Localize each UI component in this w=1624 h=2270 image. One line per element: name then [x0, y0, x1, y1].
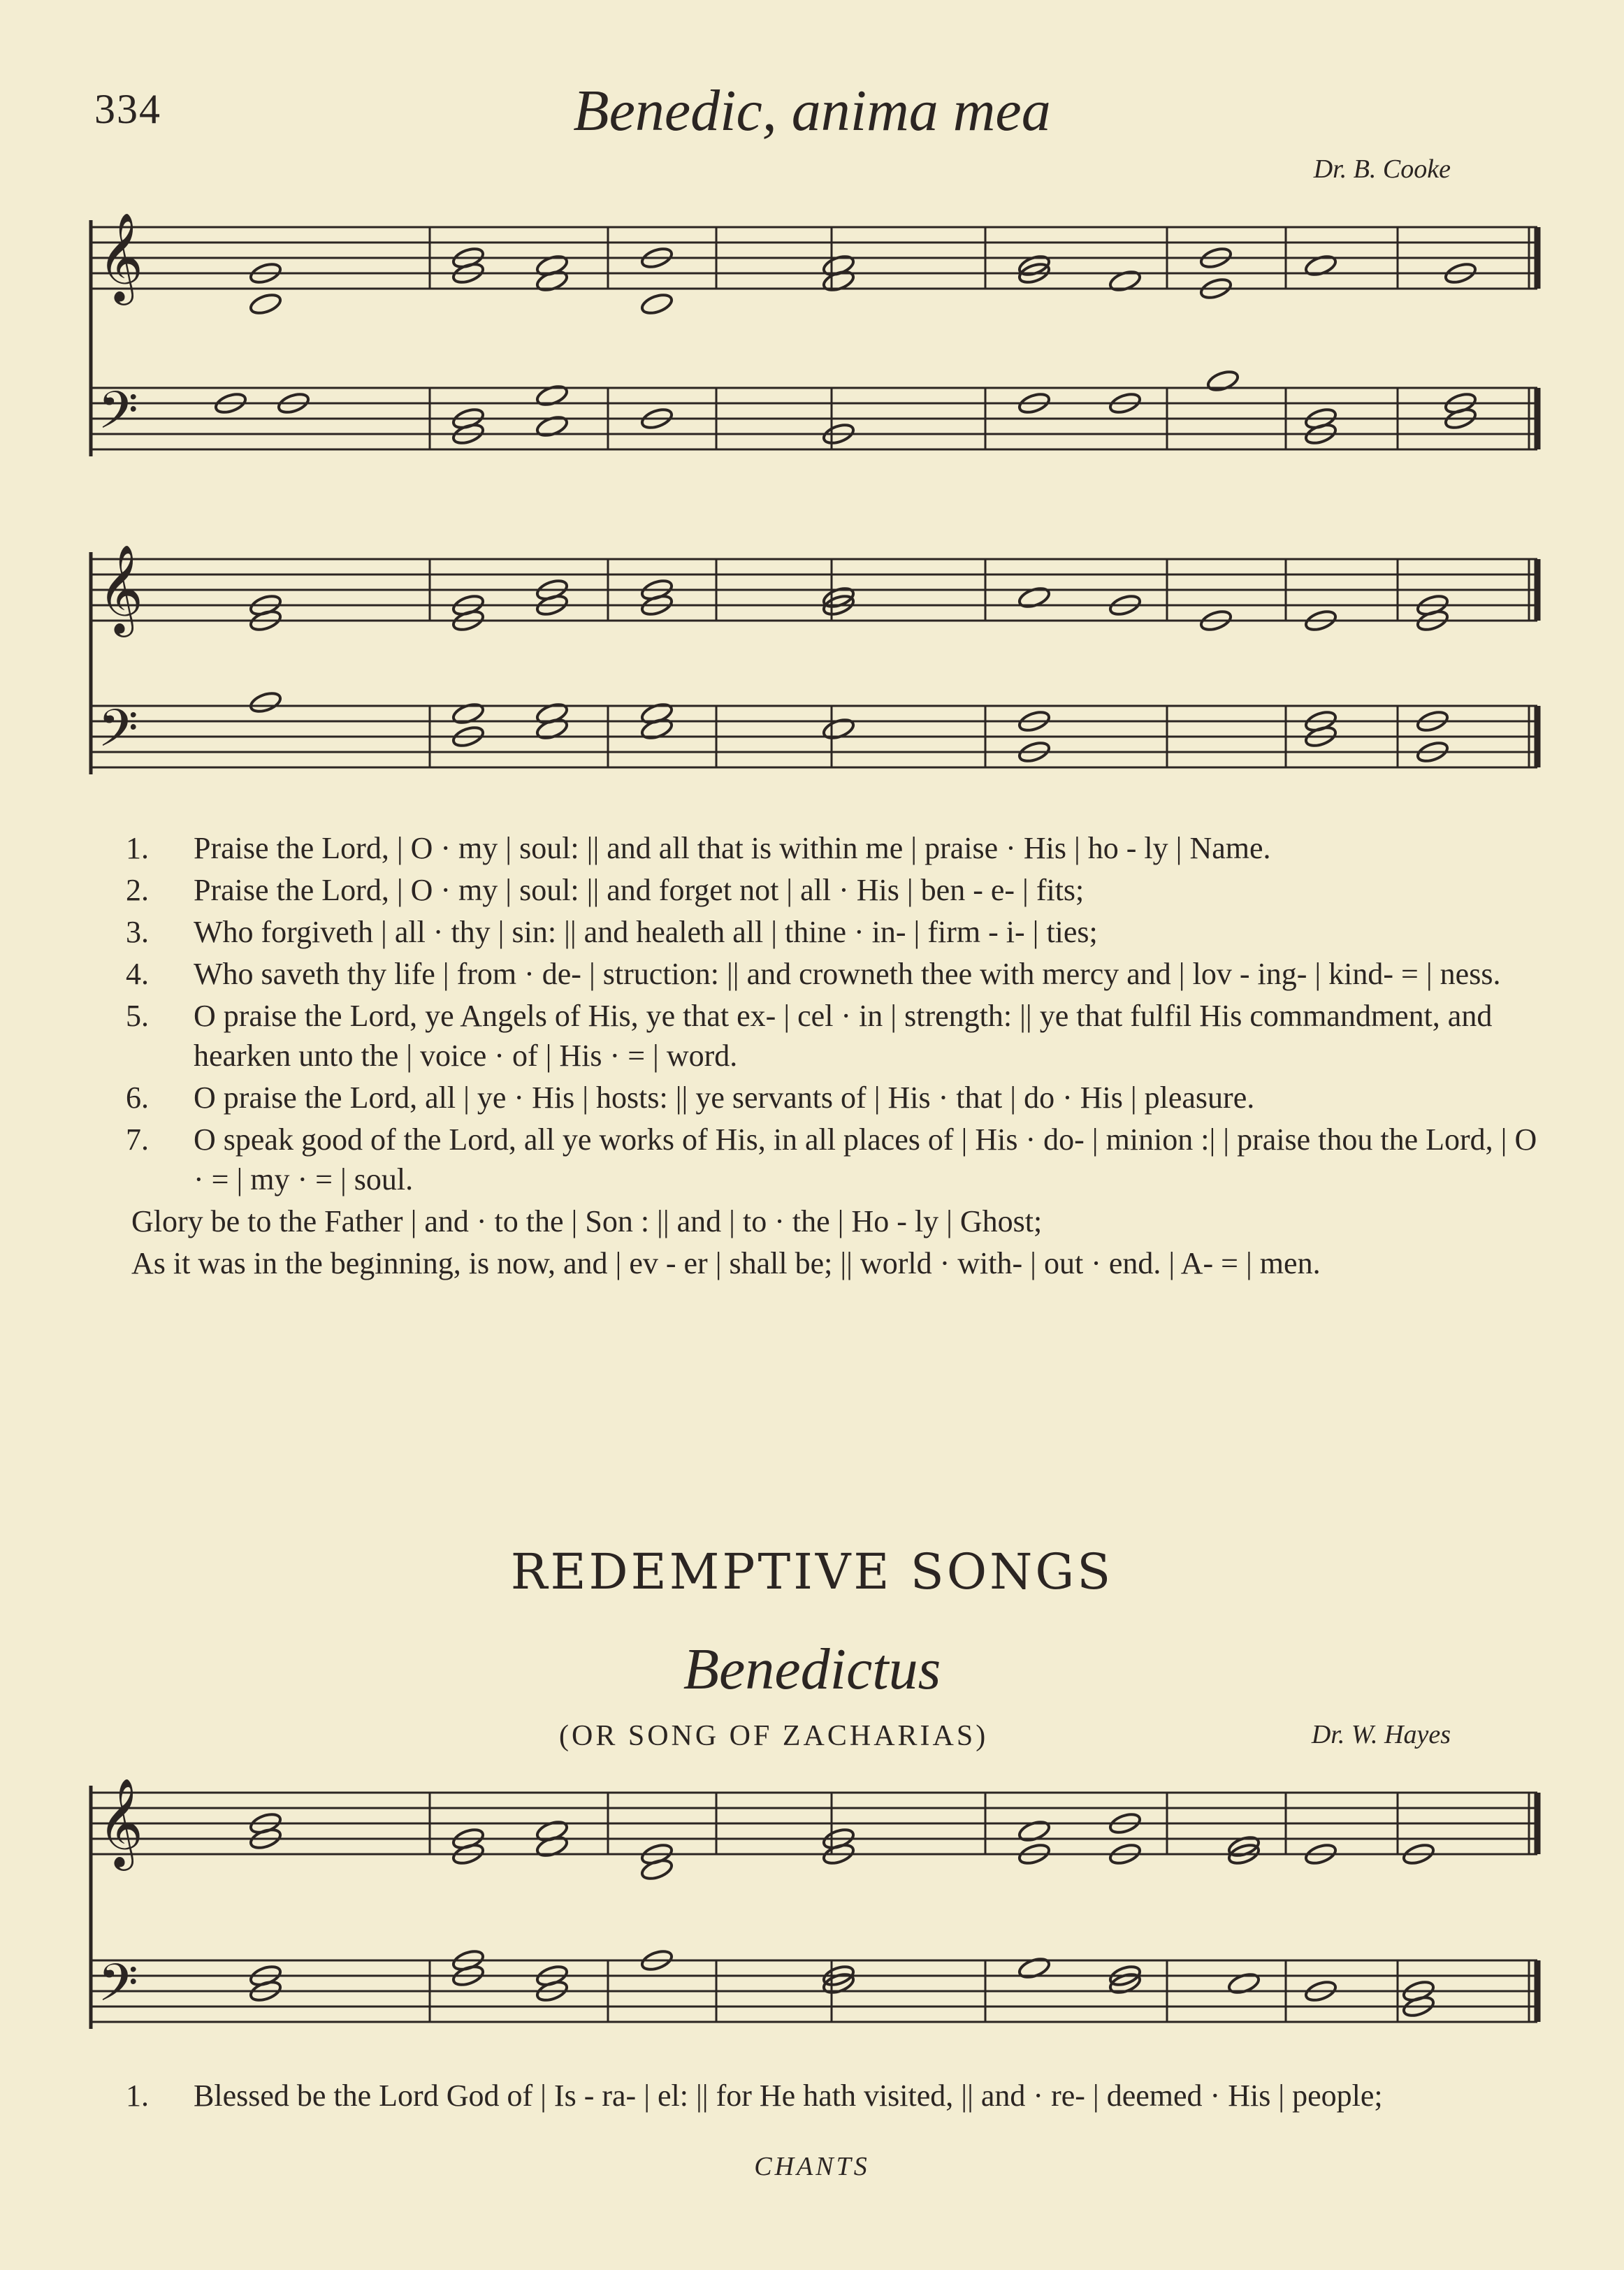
note-head [451, 701, 486, 726]
song-title: Benedictus [683, 1637, 941, 1702]
verse-6: 6. O praise the Lord, all | ye · His | hosts: || ye servants of | His · that | do · His | pleasure. [126, 1080, 1255, 1115]
note-head [535, 414, 570, 439]
note-head [1304, 253, 1338, 278]
music-score-system-3 [0, 1758, 1624, 2058]
score-svg-1 [0, 199, 1624, 493]
composer-credit: Dr. B. Cooke [1313, 154, 1451, 184]
note-head [535, 383, 570, 408]
note-head [1017, 585, 1052, 610]
treble-clef: 𝄞 [98, 544, 144, 633]
bass-clef: 𝄢 [98, 1953, 138, 2026]
page-title: Benedic, anima mea [573, 78, 1051, 143]
gloria-line-2: As it was in the beginning, is now, and | ev - er | shall be; || world · with- | out · end. | A- = | men. [131, 1246, 1321, 1280]
bass-clef: 𝄢 [98, 698, 138, 772]
verse-3: 3. Who forgiveth | all · thy | sin: || and healeth all | thine · in- | firm - i- | ties; [126, 915, 1098, 949]
bass-clef: 𝄢 [98, 380, 138, 454]
note-head [1017, 1955, 1052, 1981]
music-score-system-2 [0, 531, 1624, 811]
page-number: 334 [94, 86, 161, 132]
score-svg-3 [0, 1758, 1624, 2058]
note-head [822, 716, 856, 742]
verse-1: 1. Praise the Lord, | O · my | soul: || and all that is within me | praise · His | ho - ly | Name. [126, 831, 1271, 865]
benedictus-verse-1: 1. Blessed be the Lord God of | Is - ra- | el: || for He hath visited, || and · re- | deemed · His | people; [126, 2079, 1383, 2113]
page-footer: CHANTS [754, 2152, 870, 2181]
treble-clef: 𝄞 [98, 1777, 144, 1867]
note-head [1017, 1819, 1052, 1844]
gloria-line-1: Glory be to the Father | and · to the | Son : || and | to · the | Ho - ly | Ghost; [131, 1204, 1043, 1238]
benedictus-verse [98, 2076, 1551, 2118]
section-heading: REDEMPTIVE SONGS [510, 1543, 1114, 1600]
note-head [640, 291, 674, 317]
song-subtitle: (OR SONG OF ZACHARIAS) [559, 1720, 989, 1752]
composer-credit-2: Dr. W. Hayes [1311, 1720, 1451, 1749]
note-head [1206, 368, 1240, 393]
verse-2: 2. Praise the Lord, | O · my | soul: || and forget not | all · His | ben - e- | fits; [126, 873, 1085, 907]
score-svg-2 [0, 531, 1624, 811]
note-head [249, 291, 283, 317]
verse-7: 7. O speak good of the Lord, all ye works of His, in all places of | His · do- | minion :| | praise thou the Lord, | O · = | my · = | soul. [126, 1122, 1537, 1197]
treble-clef: 𝄞 [98, 212, 144, 301]
verse-5: 5. O praise the Lord, ye Angels of His, ye that ex- | cel · in | strength: || ye that fulfil His commandment, and hearken unto the | voice · of | His · = | word. [126, 999, 1493, 1073]
note-head [249, 690, 283, 715]
note-head [1108, 268, 1143, 294]
chant-verses [98, 828, 1551, 1285]
note-head [1227, 1971, 1261, 1996]
music-score-system-1 [0, 199, 1624, 493]
verse-4: 4. Who saveth thy life | from · de- | struction: || and crowneth thee with mercy and | lov - ing- | kind- = | ness. [126, 957, 1501, 991]
